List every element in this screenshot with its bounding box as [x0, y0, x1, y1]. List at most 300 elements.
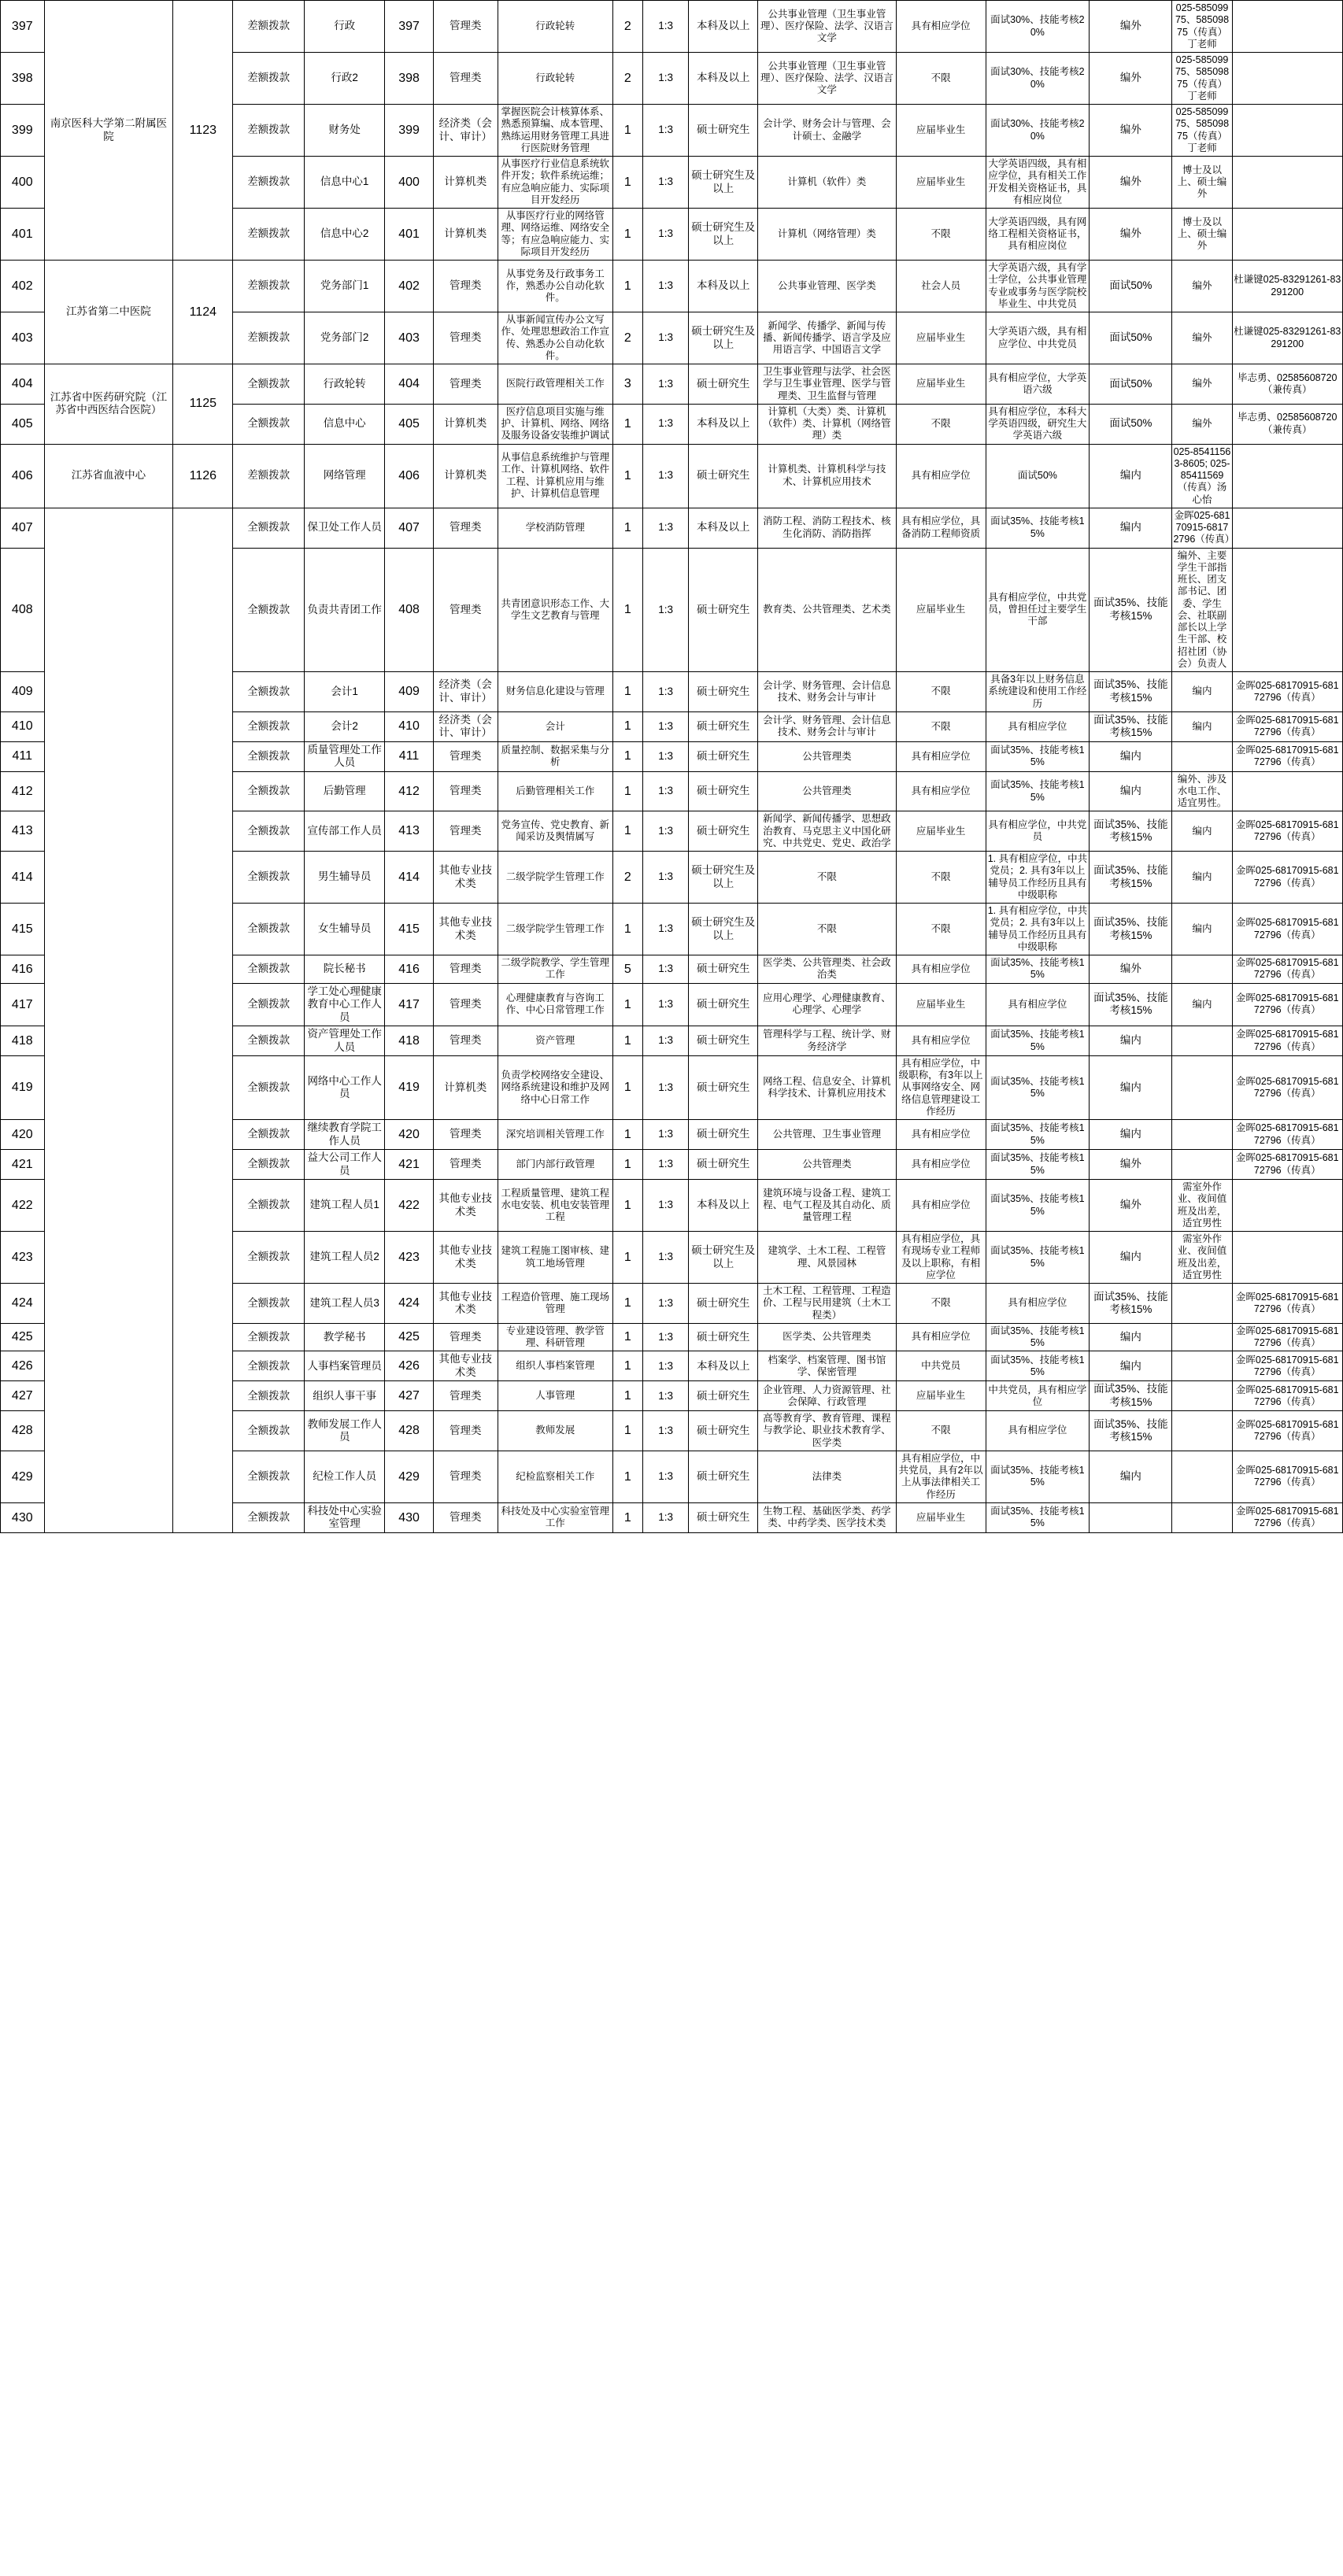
- cell-exam-ratio: 1:3: [642, 1351, 688, 1381]
- cell-other-conditions: 不限: [896, 711, 986, 741]
- cell-other-conditions: 应届毕业生: [896, 1502, 986, 1532]
- cell-major-requirement: 医学类、公共管理类、社会政治类: [758, 955, 896, 984]
- cell-funding-type: 差额拨款: [233, 105, 305, 157]
- cell-remark: 编内: [1172, 672, 1232, 712]
- cell-post-code: 409: [385, 672, 433, 712]
- cell-education: 本科及以上: [689, 1, 758, 53]
- cell-serial-number: 401: [1, 209, 45, 261]
- cell-remark: 025-85411563-8605; 025-85411569（传真）汤心怡: [1172, 444, 1232, 508]
- cell-remark: [1172, 955, 1232, 984]
- cell-establishment-type: 面试50%: [1090, 364, 1172, 405]
- cell-post-name: 建筑工程人员1: [305, 1180, 385, 1232]
- cell-establishment-type: 编外: [1090, 157, 1172, 209]
- cell-assessment-method: 面试35%、技能考核15%: [986, 1351, 1090, 1381]
- cell-post-intro: 医疗信息项目实施与维护、计算机、网络、网络及服务设备安装维护调试: [498, 404, 612, 444]
- cell-other-conditions: 应届毕业生: [896, 1381, 986, 1411]
- cell-exam-ratio: 1:3: [642, 261, 688, 312]
- cell-remark: [1172, 1284, 1232, 1324]
- cell-post-category: 其他专业技术类: [433, 852, 498, 904]
- cell-establishment-type: 编外: [1090, 53, 1172, 105]
- cell-contact-phone: 金晖025-68170915-68172796（传真）: [1232, 1284, 1342, 1324]
- cell-exam-ratio: 1:3: [642, 1150, 688, 1180]
- cell-exam-ratio: 1:3: [642, 1055, 688, 1119]
- cell-assessment-method: 面试30%、技能考核20%: [986, 53, 1090, 105]
- cell-hire-count: 1: [612, 1180, 642, 1232]
- cell-post-name: 网络中心工作人员: [305, 1055, 385, 1119]
- cell-contact-phone: 金晖025-68170915-68172796（传真）: [1232, 1323, 1342, 1351]
- cell-exam-ratio: 1:3: [642, 955, 688, 984]
- cell-establishment-type: 面试35%、技能考核15%: [1090, 548, 1172, 672]
- cell-other-conditions: 应届毕业生: [896, 983, 986, 1026]
- cell-post-name: 党务部门2: [305, 312, 385, 364]
- cell-establishment-type: 编外: [1090, 955, 1172, 984]
- cell-post-code: 423: [385, 1232, 433, 1284]
- cell-assessment-method: 面试35%、技能考核15%: [986, 1323, 1090, 1351]
- cell-serial-number: 418: [1, 1026, 45, 1056]
- cell-remark: 编内: [1172, 811, 1232, 852]
- cell-serial-number: 406: [1, 444, 45, 508]
- cell-hire-count: 2: [612, 852, 642, 904]
- cell-major-requirement: 会计学、财务管理、会计信息技术、财务会计与审计: [758, 672, 896, 712]
- cell-post-intro: 负责学校网络安全建设、网络系统建设和维护及网络中心日常工作: [498, 1055, 612, 1119]
- cell-hire-count: 1: [612, 1351, 642, 1381]
- cell-post-category: 其他专业技术类: [433, 1351, 498, 1381]
- cell-funding-type: 全额拨款: [233, 711, 305, 741]
- cell-post-code: 425: [385, 1323, 433, 1351]
- cell-major-requirement: 公共管理类: [758, 1150, 896, 1180]
- cell-contact-phone: [1232, 1180, 1342, 1232]
- cell-establishment-type: 编外: [1090, 209, 1172, 261]
- cell-other-conditions: 应届毕业生: [896, 105, 986, 157]
- cell-post-category: 管理类: [433, 261, 498, 312]
- cell-major-requirement: 管理科学与工程、统计学、财务经济学: [758, 1026, 896, 1056]
- cell-funding-type: 差额拨款: [233, 1, 305, 53]
- cell-hire-count: 1: [612, 508, 642, 548]
- cell-establishment-type: 编外: [1090, 1150, 1172, 1180]
- cell-hire-count: 1: [612, 1451, 642, 1502]
- cell-other-conditions: 具有相应学位，中级职称，有3年以上从事网络安全、网络信息管理建设工作经历: [896, 1055, 986, 1119]
- cell-contact-phone: [1232, 508, 1342, 548]
- cell-post-intro: 深究培训相关管理工作: [498, 1120, 612, 1150]
- cell-post-name: 益大公司工作人员: [305, 1150, 385, 1180]
- cell-remark: 博士及以上、硕士编外: [1172, 209, 1232, 261]
- cell-education: 硕士研究生: [689, 1284, 758, 1324]
- cell-post-name: 教学秘书: [305, 1323, 385, 1351]
- cell-post-name: 党务部门1: [305, 261, 385, 312]
- cell-post-name: 女生辅导员: [305, 904, 385, 955]
- cell-hire-count: 1: [612, 1323, 642, 1351]
- cell-hire-count: 1: [612, 444, 642, 508]
- cell-other-conditions: 具有相应学位: [896, 1, 986, 53]
- cell-post-intro: 教师发展: [498, 1411, 612, 1451]
- cell-education: 硕士研究生及以上: [689, 312, 758, 364]
- cell-major-requirement: 档案学、档案管理、图书馆学、保密管理: [758, 1351, 896, 1381]
- table-row: [1, 364, 1343, 405]
- cell-major-requirement: 计算机（软件）类: [758, 157, 896, 209]
- cell-serial-number: 426: [1, 1351, 45, 1381]
- cell-other-conditions: 应届毕业生: [896, 548, 986, 672]
- cell-other-conditions: 应届毕业生: [896, 364, 986, 405]
- cell-education: 硕士研究生: [689, 711, 758, 741]
- cell-funding-type: 全额拨款: [233, 1055, 305, 1119]
- cell-hire-count: 1: [612, 1055, 642, 1119]
- cell-contact-phone: 金晖025-68170915-68172796（传真）: [1232, 1411, 1342, 1451]
- cell-major-requirement: 公共管理类: [758, 741, 896, 771]
- cell-education: 硕士研究生及以上: [689, 157, 758, 209]
- cell-major-requirement: 新闻学、新闻传播学、思想政治教育、马克思主义中国化研究、中共党史、党史、政治学: [758, 811, 896, 852]
- cell-contact-phone: 金晖025-68170915-68172796（传真）: [1232, 1026, 1342, 1056]
- cell-post-category: 管理类: [433, 1, 498, 53]
- cell-post-name: 行政: [305, 1, 385, 53]
- cell-establishment-type: [1090, 1502, 1172, 1532]
- cell-assessment-method: 1. 具有相应学位，中共党员；2. 具有3年以上辅导员工作经历且具有中级职称: [986, 852, 1090, 904]
- cell-exam-ratio: 1:3: [642, 1411, 688, 1451]
- cell-post-intro: 学校消防管理: [498, 508, 612, 548]
- cell-post-code: 427: [385, 1381, 433, 1411]
- cell-education: 硕士研究生: [689, 811, 758, 852]
- cell-serial-number: 423: [1, 1232, 45, 1284]
- cell-other-conditions: 不限: [896, 852, 986, 904]
- cell-remark: 编外、涉及水电工作、适宜男性。: [1172, 771, 1232, 811]
- cell-post-intro: 工程质量管理、建筑工程水电安装、机电安装管理工程: [498, 1180, 612, 1232]
- cell-hire-count: 1: [612, 1284, 642, 1324]
- cell-exam-ratio: 1:3: [642, 1026, 688, 1056]
- cell-serial-number: 399: [1, 105, 45, 157]
- cell-funding-type: 全额拨款: [233, 1411, 305, 1451]
- cell-funding-type: 全额拨款: [233, 741, 305, 771]
- cell-post-category: 计算机类: [433, 444, 498, 508]
- cell-post-category: 管理类: [433, 811, 498, 852]
- cell-exam-ratio: 1:3: [642, 444, 688, 508]
- cell-serial-number: 424: [1, 1284, 45, 1324]
- cell-remark: 编内: [1172, 904, 1232, 955]
- cell-post-intro: 共青团意识形态工作、大学生文艺教育与管理: [498, 548, 612, 672]
- cell-post-category: 管理类: [433, 364, 498, 405]
- cell-hire-count: 1: [612, 983, 642, 1026]
- cell-assessment-method: 面试35%、技能考核15%: [986, 955, 1090, 984]
- cell-post-code: 412: [385, 771, 433, 811]
- cell-post-intro: 质量控制、数据采集与分析: [498, 741, 612, 771]
- cell-other-conditions: 具有相应学位: [896, 955, 986, 984]
- cell-exam-ratio: 1:3: [642, 852, 688, 904]
- cell-exam-ratio: 1:3: [642, 157, 688, 209]
- cell-establishment-type: 面试50%: [1090, 404, 1172, 444]
- cell-other-conditions: 不限: [896, 1411, 986, 1451]
- cell-establishment-type: 面试35%、技能考核15%: [1090, 1381, 1172, 1411]
- cell-education: 硕士研究生: [689, 1026, 758, 1056]
- cell-assessment-method: 面试35%、技能考核15%: [986, 1451, 1090, 1502]
- cell-post-intro: 医院行政管理相关工作: [498, 364, 612, 405]
- cell-post-category: 管理类: [433, 1411, 498, 1451]
- cell-other-conditions: 应届毕业生: [896, 312, 986, 364]
- cell-post-name: 会计2: [305, 711, 385, 741]
- cell-exam-ratio: 1:3: [642, 1120, 688, 1150]
- cell-assessment-method: 具有相应学位: [986, 1284, 1090, 1324]
- cell-other-conditions: 具有相应学位: [896, 1150, 986, 1180]
- cell-contact-phone: 金晖025-68170915-68172796（传真）: [1232, 983, 1342, 1026]
- cell-post-category: 管理类: [433, 508, 498, 548]
- cell-serial-number: 422: [1, 1180, 45, 1232]
- cell-post-category: 其他专业技术类: [433, 1180, 498, 1232]
- cell-post-code: 410: [385, 711, 433, 741]
- cell-establishment-type: 面试35%、技能考核15%: [1090, 904, 1172, 955]
- cell-establishment-type: 编内: [1090, 444, 1172, 508]
- cell-post-category: 管理类: [433, 53, 498, 105]
- cell-funding-type: 全额拨款: [233, 1150, 305, 1180]
- cell-assessment-method: 大学英语六级，具有相应学位、中共党员: [986, 312, 1090, 364]
- cell-post-intro: 组织人事档案管理: [498, 1351, 612, 1381]
- cell-serial-number: 400: [1, 157, 45, 209]
- cell-serial-number: 430: [1, 1502, 45, 1532]
- cell-funding-type: 全额拨款: [233, 364, 305, 405]
- cell-exam-ratio: 1:3: [642, 548, 688, 672]
- cell-post-category: 管理类: [433, 1323, 498, 1351]
- cell-hire-count: 1: [612, 771, 642, 811]
- cell-funding-type: 差额拨款: [233, 53, 305, 105]
- cell-exam-ratio: 1:3: [642, 1381, 688, 1411]
- cell-post-category: 管理类: [433, 1502, 498, 1532]
- cell-post-name: 继续教育学院工作人员: [305, 1120, 385, 1150]
- cell-other-conditions: 具有相应学位: [896, 1026, 986, 1056]
- cell-post-code: 397: [385, 1, 433, 53]
- cell-exam-ratio: 1:3: [642, 672, 688, 712]
- cell-major-requirement: 公共管理、卫生事业管理: [758, 1120, 896, 1150]
- cell-education: 硕士研究生: [689, 983, 758, 1026]
- cell-contact-phone: 毕志勇、02585608720（兼传真）: [1232, 404, 1342, 444]
- cell-unit-code: 1123: [173, 1, 233, 261]
- cell-remark: 博士及以上、硕士编外: [1172, 157, 1232, 209]
- cell-major-requirement: 建筑环境与设备工程、建筑工程、电气工程及其自动化、质量管理工程: [758, 1180, 896, 1232]
- cell-other-conditions: 不限: [896, 672, 986, 712]
- cell-serial-number: 416: [1, 955, 45, 984]
- cell-funding-type: 全额拨款: [233, 1351, 305, 1381]
- cell-other-conditions: 具有相应学位: [896, 444, 986, 508]
- cell-post-code: 429: [385, 1451, 433, 1502]
- cell-hire-count: 5: [612, 955, 642, 984]
- cell-major-requirement: 不限: [758, 904, 896, 955]
- cell-major-requirement: 不限: [758, 852, 896, 904]
- cell-post-code: 413: [385, 811, 433, 852]
- cell-other-conditions: 具有相应学位，中共党员，具有2年以上从事法律相关工作经历: [896, 1451, 986, 1502]
- cell-major-requirement: 计算机类、计算机科学与技术、计算机应用技术: [758, 444, 896, 508]
- cell-exam-ratio: 1:3: [642, 404, 688, 444]
- cell-contact-phone: [1232, 548, 1342, 672]
- cell-serial-number: 404: [1, 364, 45, 405]
- cell-post-code: 419: [385, 1055, 433, 1119]
- cell-establishment-type: 面试35%、技能考核15%: [1090, 711, 1172, 741]
- cell-post-intro: 纪检监察相关工作: [498, 1451, 612, 1502]
- cell-hire-count: 1: [612, 1150, 642, 1180]
- cell-hire-count: 1: [612, 811, 642, 852]
- cell-other-conditions: 具有相应学位，具有现场专业工程师及以上职称，有相应学位: [896, 1232, 986, 1284]
- cell-post-name: 纪检工作人员: [305, 1451, 385, 1502]
- cell-post-intro: 党务宣传、党史教育、新闻采访及舆情属写: [498, 811, 612, 852]
- cell-education: 硕士研究生: [689, 771, 758, 811]
- cell-contact-phone: 毕志勇、02585608720（兼传真）: [1232, 364, 1342, 405]
- cell-exam-ratio: 1:3: [642, 811, 688, 852]
- cell-post-name: 科技处中心实验室管理: [305, 1502, 385, 1532]
- cell-contact-phone: 金晖025-68170915-68172796（传真）: [1232, 672, 1342, 712]
- cell-post-name: 网络管理: [305, 444, 385, 508]
- cell-post-code: 405: [385, 404, 433, 444]
- cell-establishment-type: 面试35%、技能考核15%: [1090, 983, 1172, 1026]
- cell-establishment-type: 编内: [1090, 1351, 1172, 1381]
- cell-remark: [1172, 1150, 1232, 1180]
- cell-contact-phone: 金晖025-68170915-68172796（传真）: [1232, 741, 1342, 771]
- cell-assessment-method: 面试35%、技能考核15%: [986, 1120, 1090, 1150]
- cell-post-category: 管理类: [433, 1381, 498, 1411]
- cell-assessment-method: 面试35%、技能考核15%: [986, 1180, 1090, 1232]
- cell-major-requirement: 公共管理类: [758, 771, 896, 811]
- cell-remark: [1172, 1323, 1232, 1351]
- cell-contact-phone: [1232, 157, 1342, 209]
- cell-funding-type: 差额拨款: [233, 261, 305, 312]
- cell-serial-number: 414: [1, 852, 45, 904]
- cell-major-requirement: 法律类: [758, 1451, 896, 1502]
- cell-post-code: 421: [385, 1150, 433, 1180]
- cell-major-requirement: 建筑学、土木工程、工程管理、风景园林: [758, 1232, 896, 1284]
- cell-post-intro: 从事医疗行业信息系统软件开发；软件系统运维；有应急响应能力、实际项目开发经历: [498, 157, 612, 209]
- cell-contact-phone: 金晖025-68170915-68172796（传真）: [1232, 811, 1342, 852]
- cell-post-intro: 二级学院学生管理工作: [498, 904, 612, 955]
- cell-education: 硕士研究生及以上: [689, 1232, 758, 1284]
- cell-establishment-type: 面试35%、技能考核15%: [1090, 1411, 1172, 1451]
- cell-remark: 需室外作业、夜间值班及出差，适宜男性: [1172, 1232, 1232, 1284]
- cell-education: 本科及以上: [689, 404, 758, 444]
- cell-remark: 025-58509975、58509875（传真）丁老师: [1172, 53, 1232, 105]
- cell-other-conditions: 具有相应学位: [896, 1180, 986, 1232]
- cell-post-intro: 心理健康教育与咨询工作、中心日常管理工作: [498, 983, 612, 1026]
- cell-hire-count: 1: [612, 1232, 642, 1284]
- cell-post-intro: 从事新闻宣传办公文写作、处理思想政治工作宣传、熟悉办公自动化软件。: [498, 312, 612, 364]
- cell-post-category: 管理类: [433, 983, 498, 1026]
- cell-education: 硕士研究生及以上: [689, 904, 758, 955]
- cell-assessment-method: 具有相应学位，中共党员，曾担任过主要学生干部: [986, 548, 1090, 672]
- cell-post-category: 经济类（会计、审计）: [433, 672, 498, 712]
- cell-post-category: 管理类: [433, 1120, 498, 1150]
- cell-post-name: 人事档案管理员: [305, 1351, 385, 1381]
- cell-post-code: 404: [385, 364, 433, 405]
- cell-assessment-method: 面试35%、技能考核15%: [986, 1055, 1090, 1119]
- cell-post-intro: 二级学院学生管理工作: [498, 852, 612, 904]
- cell-exam-ratio: 1:3: [642, 711, 688, 741]
- cell-education: 硕士研究生: [689, 1323, 758, 1351]
- cell-post-name: 后勤管理: [305, 771, 385, 811]
- cell-other-conditions: 应届毕业生: [896, 811, 986, 852]
- cell-post-name: 保卫处工作人员: [305, 508, 385, 548]
- cell-funding-type: 全额拨款: [233, 1451, 305, 1502]
- cell-education: 本科及以上: [689, 1180, 758, 1232]
- cell-assessment-method: 大学英语六级，具有学士学位，公共事业管理专业或事务与医学院校毕业生、中共党员: [986, 261, 1090, 312]
- cell-post-code: 430: [385, 1502, 433, 1532]
- cell-remark: [1172, 741, 1232, 771]
- cell-post-name: 建筑工程人员3: [305, 1284, 385, 1324]
- cell-post-code: 407: [385, 508, 433, 548]
- cell-assessment-method: 1. 具有相应学位，中共党员；2. 具有3年以上辅导员工作经历且具有中级职称: [986, 904, 1090, 955]
- cell-post-code: 403: [385, 312, 433, 364]
- cell-post-intro: 从事党务及行政事务工作，熟悉办公自动化软件。: [498, 261, 612, 312]
- cell-other-conditions: 应届毕业生: [896, 157, 986, 209]
- cell-remark: 需室外作业、夜间值班及出差，适宜男性: [1172, 1180, 1232, 1232]
- cell-post-category: 计算机类: [433, 404, 498, 444]
- cell-post-intro: 从事信息系统维护与管理工作、计算机网络、软件工程、计算机应用与维护、计算机信息管理: [498, 444, 612, 508]
- cell-post-category: 管理类: [433, 1451, 498, 1502]
- cell-other-conditions: 具有相应学位: [896, 741, 986, 771]
- cell-establishment-type: 面试35%、技能考核15%: [1090, 672, 1172, 712]
- cell-major-requirement: 应用心理学、心理健康教育、心理学、心理学: [758, 983, 896, 1026]
- cell-remark: [1172, 1411, 1232, 1451]
- cell-post-code: 408: [385, 548, 433, 672]
- cell-major-requirement: 新闻学、传播学、新闻与传播、新闻传播学、语言学及应用语言学、中国语言文学: [758, 312, 896, 364]
- cell-contact-phone: 金晖025-68170915-68172796（传真）: [1232, 1351, 1342, 1381]
- cell-remark: 编内: [1172, 711, 1232, 741]
- cell-hire-count: 1: [612, 548, 642, 672]
- cell-hire-count: 3: [612, 364, 642, 405]
- cell-remark: 编外: [1172, 404, 1232, 444]
- cell-contact-phone: 金晖025-68170915-68172796（传真）: [1232, 1150, 1342, 1180]
- cell-education: 硕士研究生及以上: [689, 852, 758, 904]
- cell-remark: [1172, 1381, 1232, 1411]
- cell-serial-number: 415: [1, 904, 45, 955]
- cell-funding-type: 全额拨款: [233, 955, 305, 984]
- cell-contact-phone: 杜谦键025-83291261-83291200: [1232, 312, 1342, 364]
- cell-other-conditions: 不限: [896, 53, 986, 105]
- cell-hire-count: 1: [612, 105, 642, 157]
- cell-establishment-type: 面试50%: [1090, 261, 1172, 312]
- cell-funding-type: 全额拨款: [233, 548, 305, 672]
- cell-post-code: 411: [385, 741, 433, 771]
- cell-funding-type: 全额拨款: [233, 852, 305, 904]
- cell-education: 硕士研究生: [689, 1502, 758, 1532]
- cell-other-conditions: 不限: [896, 904, 986, 955]
- cell-post-code: 417: [385, 983, 433, 1026]
- cell-hire-count: 1: [612, 1502, 642, 1532]
- cell-education: 硕士研究生: [689, 741, 758, 771]
- cell-post-intro: 行政轮转: [498, 53, 612, 105]
- cell-post-name: 行政轮转: [305, 364, 385, 405]
- cell-remark: 编内: [1172, 852, 1232, 904]
- cell-major-requirement: 计算机（网络管理）类: [758, 209, 896, 261]
- cell-exam-ratio: 1:3: [642, 1284, 688, 1324]
- cell-serial-number: 410: [1, 711, 45, 741]
- cell-contact-phone: 金晖025-68170915-68172796（传真）: [1232, 1502, 1342, 1532]
- cell-major-requirement: 会计学、财务管理、会计信息技术、财务会计与审计: [758, 711, 896, 741]
- cell-funding-type: 差额拨款: [233, 209, 305, 261]
- cell-serial-number: 407: [1, 508, 45, 548]
- cell-post-intro: 工程造价管理、施工现场管理: [498, 1284, 612, 1324]
- table-row: [1, 1, 1343, 53]
- cell-post-name: 男生辅导员: [305, 852, 385, 904]
- cell-post-code: 400: [385, 157, 433, 209]
- cell-post-intro: 科技处及中心实验室管理工作: [498, 1502, 612, 1532]
- cell-contact-phone: 金晖025-68170915-68172796（传真）: [1232, 1381, 1342, 1411]
- cell-post-intro: 从事医疗行业的网络管理、网络运维、网络安全等；有应急响应能力、实际项目开发经历: [498, 209, 612, 261]
- cell-post-category: 计算机类: [433, 1055, 498, 1119]
- cell-unit-code: 1126: [173, 444, 233, 508]
- cell-post-name: 会计1: [305, 672, 385, 712]
- cell-contact-phone: [1232, 771, 1342, 811]
- cell-hire-count: 1: [612, 209, 642, 261]
- cell-funding-type: 全额拨款: [233, 1284, 305, 1324]
- cell-establishment-type: 编外: [1090, 1, 1172, 53]
- cell-post-intro: 建筑工程施工图审核、建筑工地场管理: [498, 1232, 612, 1284]
- cell-other-conditions: 具有相应学位: [896, 1323, 986, 1351]
- cell-funding-type: 全额拨款: [233, 1323, 305, 1351]
- cell-post-intro: 资产管理: [498, 1026, 612, 1056]
- cell-other-conditions: 具有相应学位，具备消防工程师资质: [896, 508, 986, 548]
- cell-serial-number: 409: [1, 672, 45, 712]
- cell-major-requirement: 公共事业管理（卫生事业管理）、医疗保险、法学、汉语言文学: [758, 53, 896, 105]
